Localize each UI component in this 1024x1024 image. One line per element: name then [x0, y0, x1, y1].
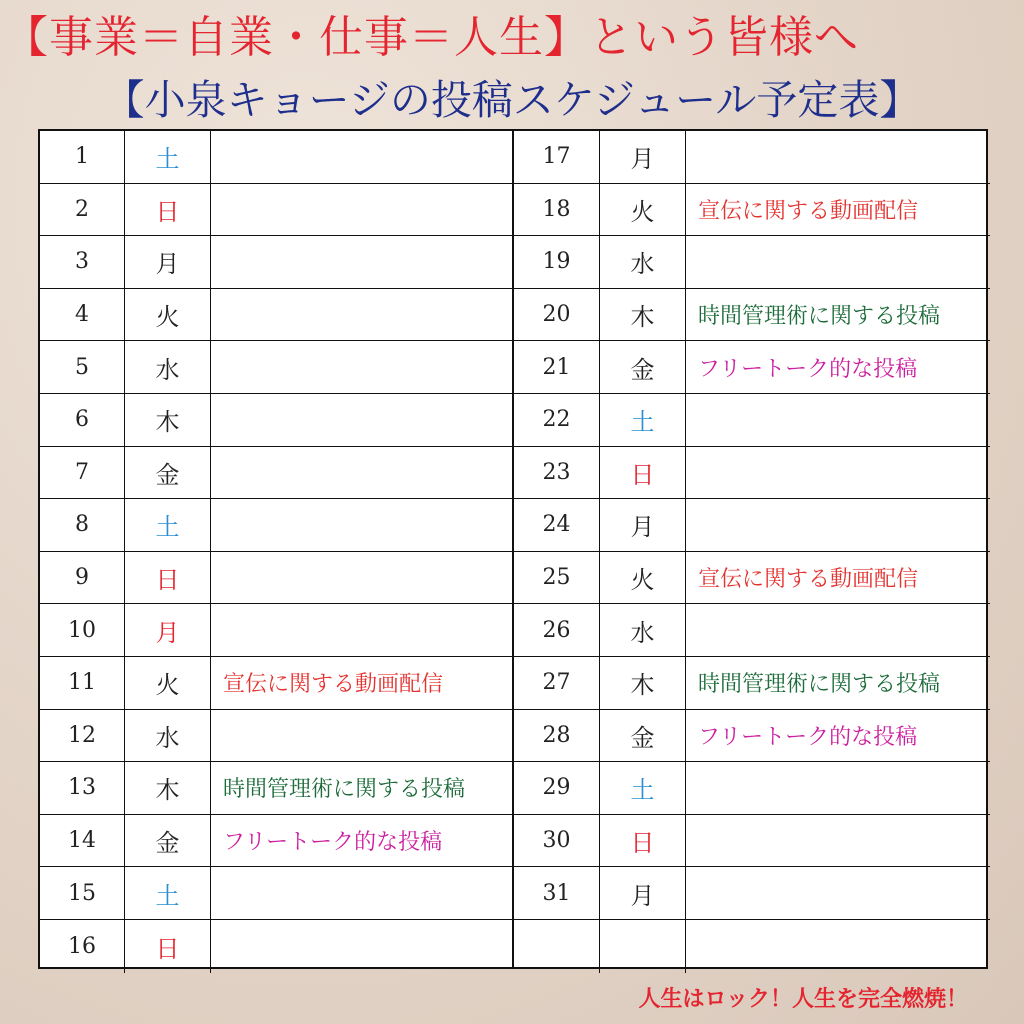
weekday-label: 木	[600, 289, 686, 341]
day-number: 30	[514, 815, 600, 867]
schedule-row	[514, 341, 990, 394]
footer-slogan: 人生はロック！人生を完全燃焼！	[638, 987, 968, 1012]
day-number: 29	[514, 762, 600, 814]
weekday-label	[600, 920, 686, 973]
day-number: 3	[40, 236, 125, 288]
day-number: 2	[40, 184, 125, 236]
weekday-label: 火	[125, 657, 211, 709]
post-plan	[211, 236, 512, 288]
schedule-row	[514, 815, 990, 868]
weekday-label: 水	[125, 710, 211, 762]
day-number: 11	[40, 657, 125, 709]
post-plan	[211, 604, 512, 656]
post-plan	[686, 920, 990, 973]
weekday-label: 月	[600, 499, 686, 551]
day-number: 6	[40, 394, 125, 446]
schedule-left-column	[40, 131, 512, 967]
post-plan: 宣伝に関する動画配信	[698, 567, 919, 593]
day-number: 1	[40, 131, 125, 183]
day-number: 31	[514, 867, 600, 919]
weekday-label: 火	[600, 552, 686, 604]
post-plan	[211, 867, 512, 919]
schedule-row	[514, 394, 990, 447]
schedule-row	[514, 184, 990, 237]
day-number	[514, 920, 600, 973]
post-plan	[686, 815, 990, 867]
post-plan	[686, 762, 990, 814]
post-plan	[211, 447, 512, 499]
day-number: 5	[40, 341, 125, 393]
weekday-label: 金	[125, 815, 211, 867]
schedule-row	[514, 552, 990, 605]
day-number: 21	[514, 341, 600, 393]
weekday-label: 水	[600, 236, 686, 288]
weekday-label: 火	[600, 184, 686, 236]
post-plan: 時間管理術に関する投稿	[698, 304, 941, 330]
schedule-row	[40, 762, 512, 815]
schedule-row	[40, 552, 512, 605]
schedule-row	[40, 289, 512, 342]
weekday-label: 月	[600, 867, 686, 919]
weekday-label: 木	[600, 657, 686, 709]
day-number: 28	[514, 710, 600, 762]
weekday-label: 月	[125, 236, 211, 288]
post-plan: 時間管理術に関する投稿	[223, 777, 466, 803]
post-plan	[686, 131, 990, 183]
day-number: 4	[40, 289, 125, 341]
post-plan	[211, 552, 512, 604]
weekday-label: 日	[600, 815, 686, 867]
schedule-row	[514, 920, 990, 973]
schedule-row	[40, 815, 512, 868]
schedule-row	[40, 447, 512, 500]
day-number: 17	[514, 131, 600, 183]
day-number: 10	[40, 604, 125, 656]
day-number: 12	[40, 710, 125, 762]
schedule-row	[514, 710, 990, 763]
weekday-label: 月	[600, 131, 686, 183]
weekday-label: 金	[600, 710, 686, 762]
post-plan: 宣伝に関する動画配信	[698, 198, 919, 224]
weekday-label: 金	[600, 341, 686, 393]
weekday-label: 日	[600, 447, 686, 499]
post-plan: 宣伝に関する動画配信	[223, 672, 444, 698]
day-number: 27	[514, 657, 600, 709]
post-plan	[211, 184, 512, 236]
schedule-row	[514, 657, 990, 710]
post-plan	[686, 499, 990, 551]
day-number: 22	[514, 394, 600, 446]
post-plan: フリートーク的な投稿	[698, 356, 918, 382]
post-plan	[211, 710, 512, 762]
schedule-row	[514, 447, 990, 500]
post-plan	[211, 499, 512, 551]
post-plan	[686, 394, 990, 446]
weekday-label: 日	[125, 920, 211, 973]
post-plan	[686, 447, 990, 499]
day-number: 19	[514, 236, 600, 288]
schedule-row	[514, 499, 990, 552]
schedule-row	[514, 289, 990, 342]
day-number: 9	[40, 552, 125, 604]
post-plan	[211, 289, 512, 341]
weekday-label: 日	[125, 184, 211, 236]
day-number: 16	[40, 920, 125, 973]
day-number: 24	[514, 499, 600, 551]
schedule-row	[514, 131, 990, 184]
post-plan	[211, 341, 512, 393]
schedule-row	[40, 657, 512, 710]
weekday-label: 木	[125, 394, 211, 446]
page-title: 【事業＝自業・仕事＝人生】という皆様へ	[4, 12, 859, 63]
weekday-label: 土	[600, 394, 686, 446]
weekday-label: 月	[125, 604, 211, 656]
post-plan	[211, 131, 512, 183]
weekday-label: 木	[125, 762, 211, 814]
weekday-label: 金	[125, 447, 211, 499]
post-plan	[686, 604, 990, 656]
day-number: 13	[40, 762, 125, 814]
schedule-row	[40, 236, 512, 289]
schedule-row	[40, 604, 512, 657]
post-plan	[686, 236, 990, 288]
post-plan	[211, 394, 512, 446]
weekday-label: 土	[600, 762, 686, 814]
weekday-label: 日	[125, 552, 211, 604]
schedule-row	[514, 867, 990, 920]
day-number: 23	[514, 447, 600, 499]
schedule-row	[40, 499, 512, 552]
schedule-table	[38, 129, 988, 969]
schedule-row	[40, 394, 512, 447]
day-number: 15	[40, 867, 125, 919]
weekday-label: 土	[125, 499, 211, 551]
day-number: 25	[514, 552, 600, 604]
schedule-row	[40, 867, 512, 920]
post-plan	[686, 867, 990, 919]
weekday-label: 土	[125, 867, 211, 919]
schedule-row	[514, 604, 990, 657]
weekday-label: 水	[125, 341, 211, 393]
schedule-row	[40, 131, 512, 184]
post-plan: 時間管理術に関する投稿	[698, 672, 941, 698]
weekday-label: 水	[600, 604, 686, 656]
schedule-row	[40, 184, 512, 237]
page-subtitle: 【小泉キョージの投稿スケジュール予定表】	[103, 76, 921, 124]
day-number: 26	[514, 604, 600, 656]
schedule-row	[514, 236, 990, 289]
schedule-right-column	[512, 131, 990, 967]
post-plan: フリートーク的な投稿	[698, 724, 918, 750]
day-number: 7	[40, 447, 125, 499]
day-number: 14	[40, 815, 125, 867]
day-number: 8	[40, 499, 125, 551]
schedule-row	[40, 920, 512, 973]
schedule-row	[40, 341, 512, 394]
weekday-label: 火	[125, 289, 211, 341]
post-plan: フリートーク的な投稿	[223, 830, 443, 856]
schedule-row	[514, 762, 990, 815]
day-number: 18	[514, 184, 600, 236]
post-plan	[211, 920, 512, 973]
schedule-row	[40, 710, 512, 763]
weekday-label: 土	[125, 131, 211, 183]
day-number: 20	[514, 289, 600, 341]
